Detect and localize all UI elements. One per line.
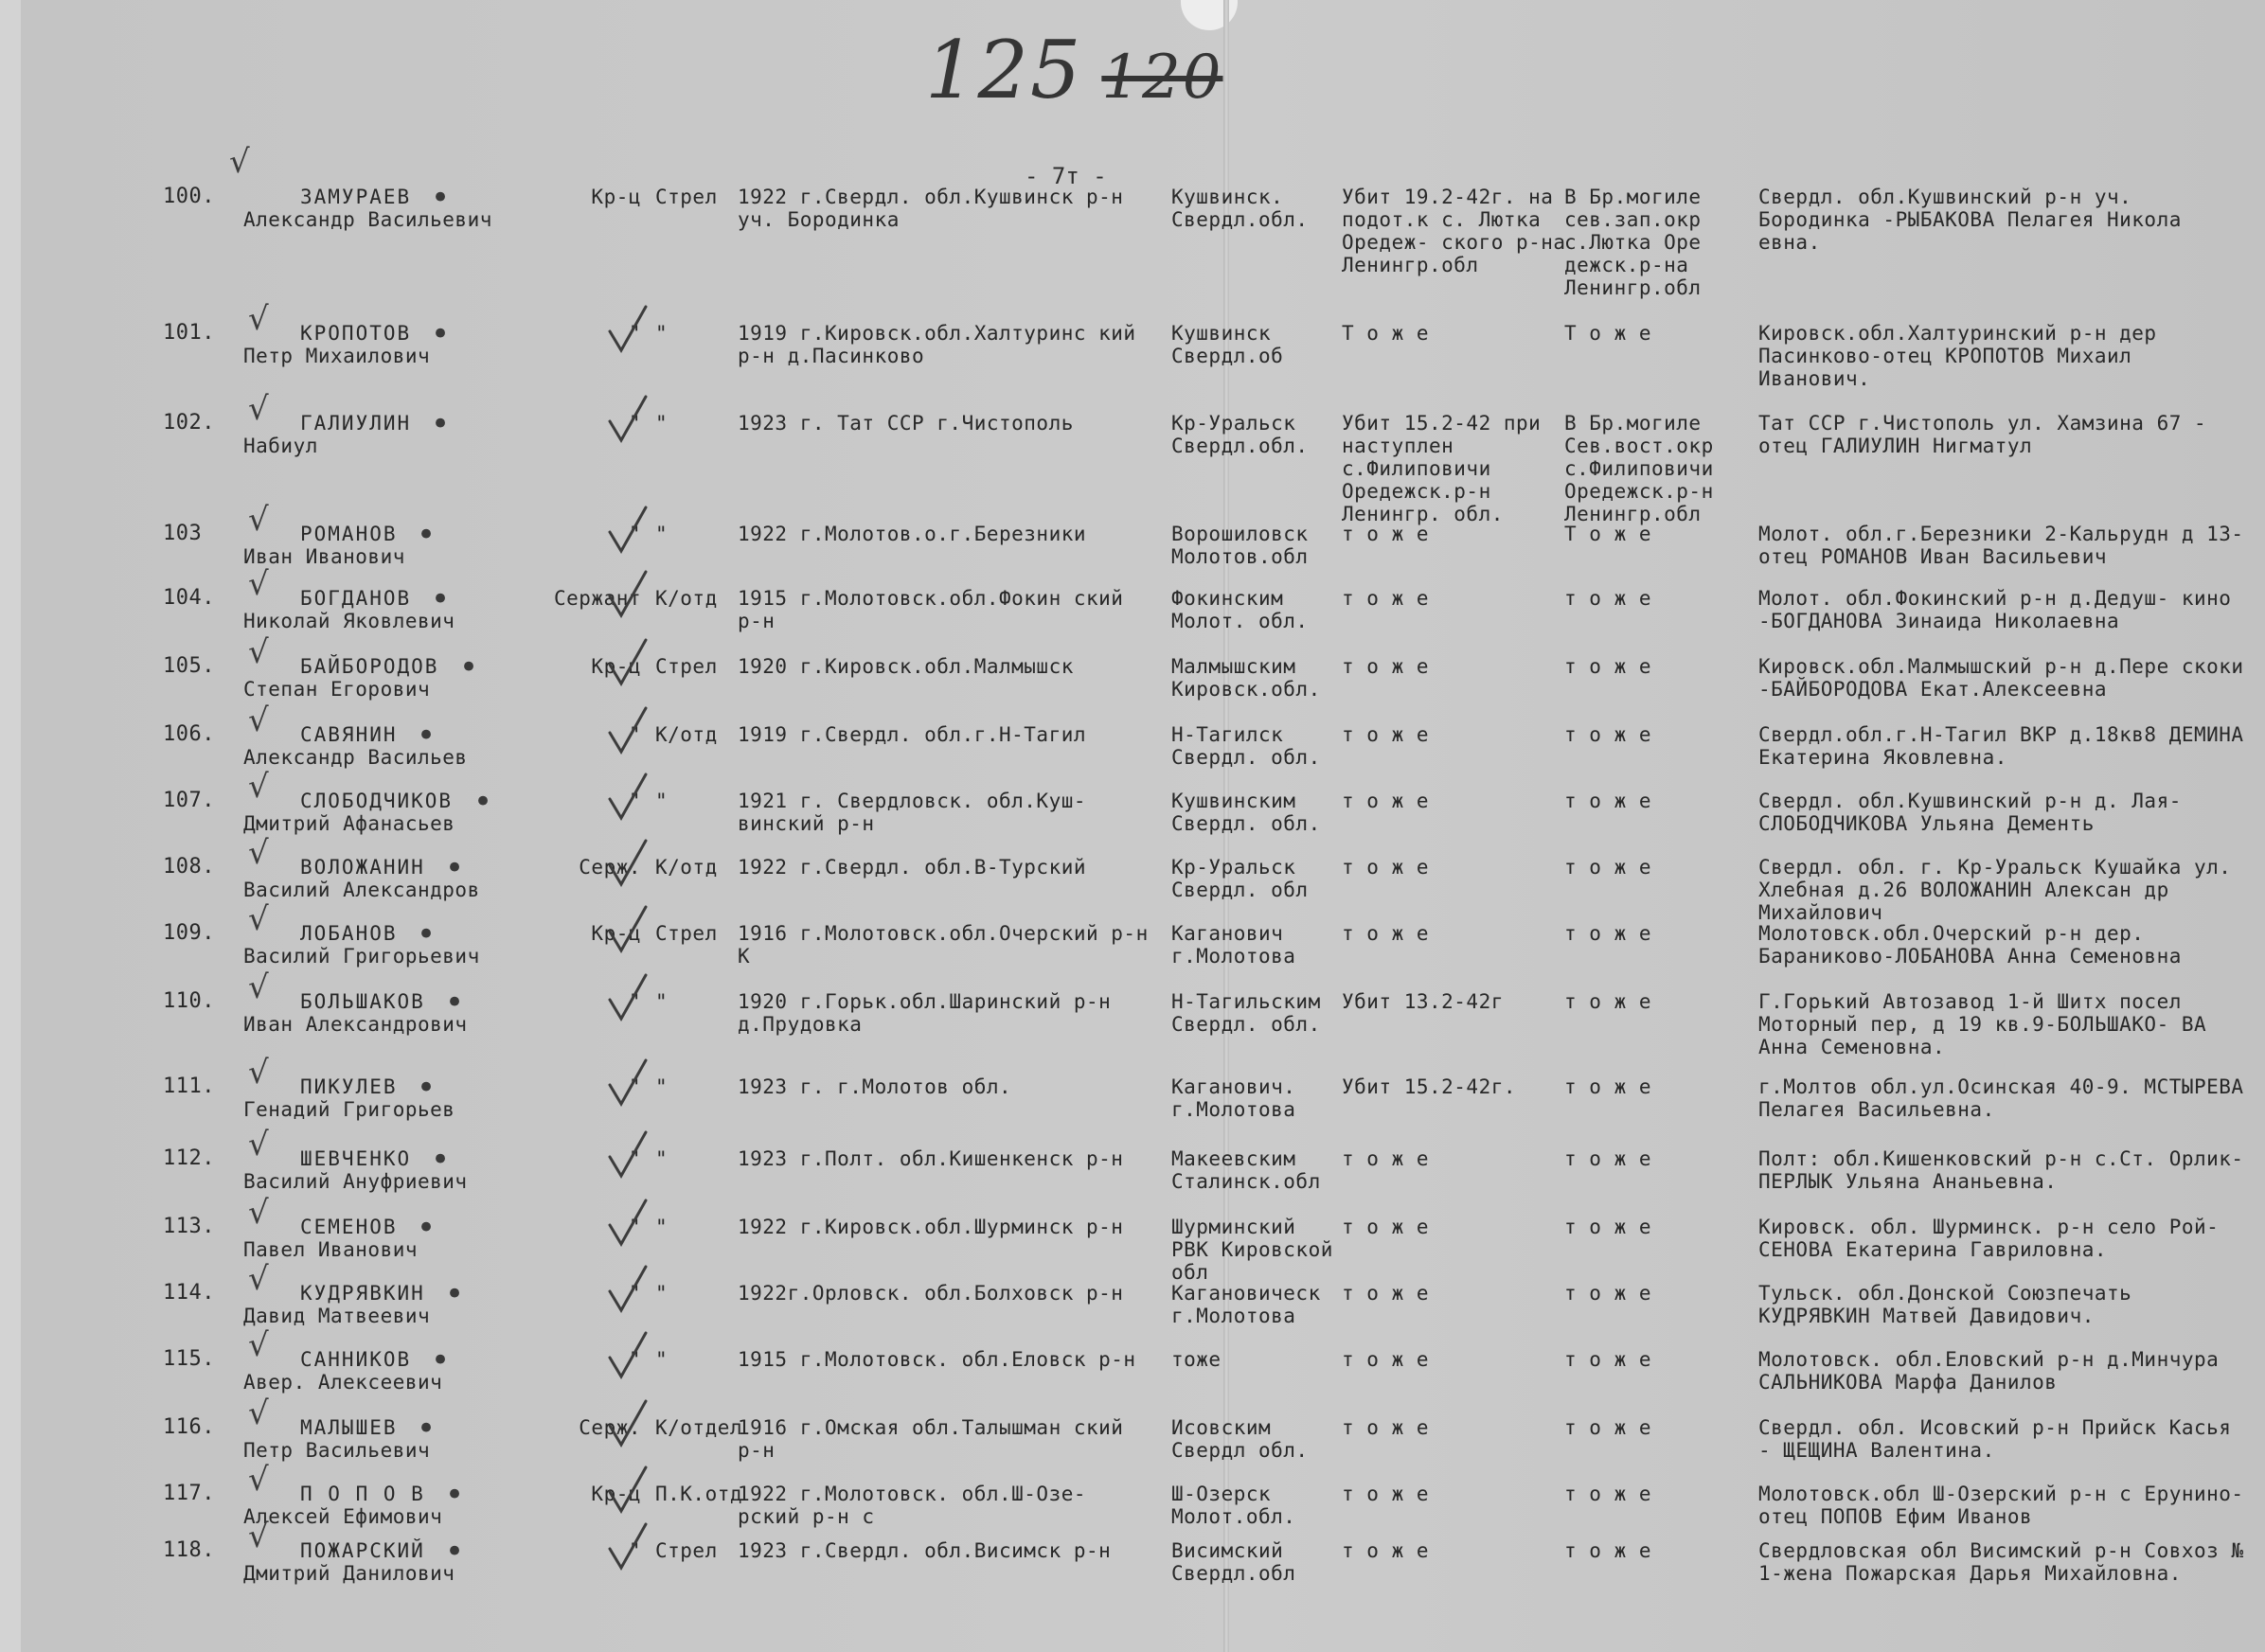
entry-fate: т о ж е xyxy=(1342,655,1430,678)
entry-fate: т о ж е xyxy=(1342,790,1430,812)
entry-post: К/отд xyxy=(655,856,718,879)
entry-rank: " xyxy=(628,1147,641,1170)
check-mark: √ xyxy=(248,1054,269,1092)
entry-surname: ВОЛОЖАНИН xyxy=(300,856,425,879)
entry-fate: т о ж е xyxy=(1342,922,1430,945)
entry-burial: т о ж е xyxy=(1564,856,1652,879)
entry-given: Иван Иванович xyxy=(243,545,405,568)
bullet-mark: • xyxy=(431,315,451,353)
entry-post: К/отдел xyxy=(655,1416,743,1439)
entry-rvk: Шурминский РВК Кировской обл xyxy=(1171,1216,1333,1284)
entry-birth: 1922 г.Молотовск. обл.Ш-Озе- рский р-н с xyxy=(738,1483,1087,1528)
entry-relative: Молотовск.обл.Очерский р-н дер. Бараниково-ЛОБАНОВА Анна Семеновна xyxy=(1758,922,2182,968)
entry-birth: 1916 г.Омская обл.Талышман ский р-н xyxy=(738,1416,1124,1462)
entry-fate: т о ж е xyxy=(1342,1282,1430,1305)
entry-birth: 1923 г. Тат ССР г.Чистополь xyxy=(738,412,1074,435)
entry-fate: т о ж е xyxy=(1342,856,1430,879)
entry-given: Василий Григорьевич xyxy=(243,945,480,968)
bullet-mark: • xyxy=(459,648,479,686)
bullet-mark: • xyxy=(417,717,437,755)
entry-burial: В Бр.могиле Сев.вост.окр с.Филиповичи Оредежск.р-н Ленингр.обл xyxy=(1564,412,1714,525)
entry-rvk: Н-Тагильским Свердл. обл. xyxy=(1171,990,1321,1036)
entry-birth: 1922 г.Свердл. обл.Кушвинск р-н уч. Бородинка xyxy=(738,186,1124,231)
entry-burial: т о ж е xyxy=(1564,1282,1652,1305)
bullet-mark: • xyxy=(473,783,493,821)
entry-surname: РОМАНОВ xyxy=(300,523,398,545)
entry-post: " xyxy=(655,1282,669,1305)
entry-birth: 1923 г.Полт. обл.Кишенкенск р-н xyxy=(738,1147,1124,1170)
check-mark: √ xyxy=(248,1260,269,1298)
entry-relative: Свердл.обл.г.Н-Тагил ВКР д.18кв8 ДЕМИНА Екатерина Яковлевна. xyxy=(1758,723,2244,769)
entry-rvk: Малмышским Кировск.обл. xyxy=(1171,655,1321,701)
entry-burial: т о ж е xyxy=(1564,587,1652,610)
entry-given: Иван Александрович xyxy=(243,1013,468,1036)
entry-fate: Убит 13.2-42г xyxy=(1342,990,1504,1013)
entry-relative: Тульск. обл.Донской Союзпечать КУДРЯВКИН Матвей Давидович. xyxy=(1758,1282,2132,1327)
entry-post: Стрел xyxy=(655,186,718,208)
entry-rvk: Кр-Уральск Свердл. обл xyxy=(1171,856,1309,901)
entry-surname: ГАЛИУЛИН xyxy=(300,412,412,435)
entry-num: 107. xyxy=(163,789,215,812)
entry-rank: Серж. xyxy=(579,1416,641,1439)
entry-num: 103 xyxy=(163,522,203,545)
entry-given: Генадий Григорьев xyxy=(243,1098,455,1121)
entry-relative: Полт: обл.Кишенковский р-н с.Ст. Орлик- ПЕРЛЫК Ульяна Ананьевна. xyxy=(1758,1147,2244,1193)
entry-relative: Кировск.обл.Малмышский р-н д.Пере скоки -БАЙБОРОДОВА Екат.Алексеевна xyxy=(1758,655,2244,701)
entry-rank: Кр-ц xyxy=(591,655,641,678)
entry-given: Алексей Ефимович xyxy=(243,1505,443,1528)
bullet-mark: • xyxy=(417,915,437,953)
entry-relative: г.Молтов обл.ул.Осинская 40-9. МСТЫРЕВА Пелагея Васильевна. xyxy=(1758,1075,2244,1121)
entry-rank: " xyxy=(628,412,641,435)
entry-relative: Кировск. обл. Шурминск. р-н село Рой- СЕНОВА Екатерина Гавриловна. xyxy=(1758,1216,2220,1261)
entry-num: 117. xyxy=(163,1482,215,1505)
entry-num: 108. xyxy=(163,855,215,879)
entry-num: 106. xyxy=(163,722,215,746)
entry-given: Петр Васильевич xyxy=(243,1439,431,1462)
check-mark: √ xyxy=(248,1394,269,1432)
bullet-mark: • xyxy=(431,405,451,443)
entry-rvk: Кушвинским Свердл. обл. xyxy=(1171,790,1321,835)
entry-post: " xyxy=(655,1216,669,1238)
entry-relative: Кировск.обл.Халтуринский р-н дер Пасинково-отец КРОПОТОВ Михаил Иванович. xyxy=(1758,322,2157,390)
check-mark: √ xyxy=(248,1461,269,1499)
entry-birth: 1915 г.Молотовск. обл.Еловск р-н xyxy=(738,1348,1136,1371)
entry-burial: Т о ж е xyxy=(1564,322,1652,345)
entry-rvk: Ш-Озерск Молот.обл. xyxy=(1171,1483,1296,1528)
entry-rank: Сержант xyxy=(553,587,641,610)
entry-post: " xyxy=(655,990,669,1013)
entry-fate: т о ж е xyxy=(1342,1483,1430,1505)
entry-burial: т о ж е xyxy=(1564,1147,1652,1170)
entry-post: " xyxy=(655,1348,669,1371)
entry-given: Давид Матвеевич xyxy=(243,1305,431,1327)
archival-document-page xyxy=(21,0,2265,1652)
entry-rank: " xyxy=(628,1348,641,1371)
entry-burial: т о ж е xyxy=(1564,1216,1652,1238)
entry-surname: ПИКУЛЕВ xyxy=(300,1075,398,1098)
entry-post: К/отд xyxy=(655,723,718,746)
entry-post: " xyxy=(655,523,669,545)
entry-rvk: Кушвинск Свердл.об xyxy=(1171,322,1284,367)
entry-post: " xyxy=(655,1147,669,1170)
check-mark: √ xyxy=(248,300,269,338)
entry-birth: 1915 г.Молотовск.обл.Фокин ский р-н xyxy=(738,587,1124,632)
entry-post: П.К.отд xyxy=(655,1483,743,1505)
entry-rvk: Н-Тагилск Свердл. обл. xyxy=(1171,723,1321,769)
archive-number: 125 xyxy=(925,24,1083,116)
entry-given: Дмитрий Афанасьев xyxy=(243,812,455,835)
check-mark: √ xyxy=(248,1518,269,1555)
check-mark: √ xyxy=(248,1126,269,1164)
entry-surname: СЕМЕНОВ xyxy=(300,1216,398,1238)
entry-given: Авер. Алексеевич xyxy=(243,1371,443,1394)
entry-burial: т о ж е xyxy=(1564,723,1652,746)
entry-burial: т о ж е xyxy=(1564,1075,1652,1098)
entry-fate: Убит 15.2-42г. xyxy=(1342,1075,1517,1098)
entry-num: 118. xyxy=(163,1538,215,1562)
entry-rvk: Ворошиловск Молотов.обл xyxy=(1171,523,1309,568)
entry-burial: т о ж е xyxy=(1564,1539,1652,1562)
entry-burial: В Бр.могиле сев.зап.окр с.Лютка Оре дежск.р-на Ленингр.обл xyxy=(1564,186,1702,299)
entry-post: Стрел xyxy=(655,655,718,678)
bullet-mark: • xyxy=(431,580,451,618)
check-mark: √ xyxy=(248,702,269,739)
entry-rvk: Висимский Свердл.обл xyxy=(1171,1539,1296,1585)
entry-rank: Кр-ц xyxy=(591,1483,641,1505)
entry-rank: Кр-ц xyxy=(591,186,641,208)
entry-rank: " xyxy=(628,990,641,1013)
entry-fate: т о ж е xyxy=(1342,523,1430,545)
page-number: - 7т - xyxy=(1025,163,1107,189)
entry-surname: КРОПОТОВ xyxy=(300,322,412,345)
entry-given: Степан Егорович xyxy=(243,678,431,701)
entry-relative: Молотовск. обл.Еловский р-н д.Минчура САЛЬНИКОВА Марфа Данилов xyxy=(1758,1348,2220,1394)
entry-fate: т о ж е xyxy=(1342,1539,1430,1562)
entry-fate: т о ж е xyxy=(1342,1216,1430,1238)
entry-birth: 1916 г.Молотовск.обл.Очерский р-н К xyxy=(738,922,1149,968)
entry-num: 100. xyxy=(163,185,215,208)
entry-given: Александр Васильев xyxy=(243,746,468,769)
entry-num: 112. xyxy=(163,1146,215,1170)
entry-given: Василий Александров xyxy=(243,879,480,901)
entry-num: 110. xyxy=(163,989,215,1013)
bullet-mark: • xyxy=(431,1141,451,1179)
entry-post: " xyxy=(655,1075,669,1098)
entry-relative: Свердл. обл.Кушвинский р-н д. Лая- СЛОБОДЧИКОВА Ульяна Дементь xyxy=(1758,790,2182,835)
entry-rank: " xyxy=(628,1216,641,1238)
entry-birth: 1920 г.Горьк.обл.Шаринский р-н д.Прудовка xyxy=(738,990,1112,1036)
entry-surname: БОЛЬШАКОВ xyxy=(300,990,425,1013)
entry-rank: Кр-ц xyxy=(591,922,641,945)
entry-relative: Г.Горький Автозавод 1-й Шитх посел Моторный пер, д 19 кв.9-БОЛЬШАКО- ВА Анна Семеновна. xyxy=(1758,990,2207,1058)
entry-num: 111. xyxy=(163,1075,215,1098)
check-mark: √ xyxy=(248,565,269,603)
entry-fate: т о ж е xyxy=(1342,1147,1430,1170)
entry-given: Дмитрий Данилович xyxy=(243,1562,455,1585)
scan-left-margin xyxy=(0,0,23,1652)
entry-num: 102. xyxy=(163,411,215,435)
check-mark: √ xyxy=(248,968,269,1006)
check-mark: √ xyxy=(248,900,269,938)
entry-surname: САННИКОВ xyxy=(300,1348,412,1371)
entry-surname: СЛОБОДЧИКОВ xyxy=(300,790,454,812)
entry-burial: т о ж е xyxy=(1564,1416,1652,1439)
entry-rank: " xyxy=(628,1539,641,1562)
entry-surname: САВЯНИН xyxy=(300,723,398,746)
entry-num: 109. xyxy=(163,921,215,945)
entry-surname: ЗАМУРАЕВ xyxy=(300,186,412,208)
entry-post: Стрел xyxy=(655,1539,718,1562)
bullet-mark: • xyxy=(445,1533,465,1571)
entry-fate: Убит 19.2-42г. на подот.к с. Лютка Оредеж- ского р-на Ленингр.обл xyxy=(1342,186,1566,276)
entry-relative: Свердловская обл Висимский р-н Совхоз № 1-жена Пожарская Дарья Михайловна. xyxy=(1758,1539,2244,1585)
check-mark: √ xyxy=(229,143,250,181)
entry-given: Николай Яковлевич xyxy=(243,610,455,632)
entry-burial: Т о ж е xyxy=(1564,523,1652,545)
entry-burial: т о ж е xyxy=(1564,922,1652,945)
entry-relative: Молот. обл.г.Березники 2-Кальрудн д 13-отец РОМАНОВ Иван Васильевич xyxy=(1758,523,2244,568)
entry-post: " xyxy=(655,412,669,435)
entry-given: Петр Михаилович xyxy=(243,345,431,367)
entry-burial: т о ж е xyxy=(1564,990,1652,1013)
entry-rank: " xyxy=(628,1282,641,1305)
entry-fate: Т о ж е xyxy=(1342,322,1430,345)
entry-num: 116. xyxy=(163,1415,215,1439)
entry-post: Стрел xyxy=(655,922,718,945)
entry-birth: 1922г.Орловск. обл.Болховск р-н xyxy=(738,1282,1124,1305)
bullet-mark: • xyxy=(431,1341,451,1379)
entry-given: Набиул xyxy=(243,435,318,457)
entry-birth: 1919 г.Кировск.обл.Халтуринс кий р-н д.Пасинково xyxy=(738,322,1136,367)
entry-relative: Тат ССР г.Чистополь ул. Хамзина 67 - отец ГАЛИУЛИН Нигматул xyxy=(1758,412,2207,457)
entry-given: Василий Ануфриевич xyxy=(243,1170,468,1193)
bullet-mark: • xyxy=(417,1209,437,1247)
entry-rank: " xyxy=(628,790,641,812)
entry-rvk: Исовским Свердл обл. xyxy=(1171,1416,1309,1462)
entry-surname: ШЕВЧЕНКО xyxy=(300,1147,412,1170)
bullet-mark: • xyxy=(445,1275,465,1313)
entry-num: 105. xyxy=(163,654,215,678)
entry-rank: " xyxy=(628,1075,641,1098)
entry-relative: Свердл. обл. Исовский р-н Прийск Касья - ЩЕЩИНА Валентина. xyxy=(1758,1416,2232,1462)
entry-surname: ПОЖАРСКИЙ xyxy=(300,1539,425,1562)
archive-number-struck: 120 xyxy=(1101,43,1223,113)
entry-post: " xyxy=(655,322,669,345)
entry-relative: Свердл. обл.Кушвинский р-н уч. Бородинка -РЫБАКОВА Пелагея Никола евна. xyxy=(1758,186,2182,254)
handwritten-archive-number xyxy=(925,24,1228,128)
entry-num: 114. xyxy=(163,1281,215,1305)
entry-fate: т о ж е xyxy=(1342,1348,1430,1371)
entry-birth: 1922 г.Свердл. обл.В-Турский xyxy=(738,856,1087,879)
entry-relative: Молотовск.обл Ш-Озерский р-н с Ерунино-отец ПОПОВ Ефим Иванов xyxy=(1758,1483,2244,1528)
entry-rvk: Каганович. г.Молотова xyxy=(1171,1075,1296,1121)
entry-given: Александр Васильевич xyxy=(243,208,492,231)
bullet-mark: • xyxy=(445,984,465,1021)
entry-burial: т о ж е xyxy=(1564,1483,1652,1505)
bullet-mark: • xyxy=(417,1069,437,1107)
entry-num: 104. xyxy=(163,586,215,610)
entry-post: " xyxy=(655,790,669,812)
bullet-mark: • xyxy=(445,1476,465,1514)
entry-burial: т о ж е xyxy=(1564,790,1652,812)
entry-fate: Убит 15.2-42 при наступлен с.Филиповичи Оредежск.р-н Ленингр. обл. xyxy=(1342,412,1542,525)
entry-surname: П О П О В xyxy=(300,1483,425,1505)
entry-birth: 1921 г. Свердловск. обл.Куш- винский р-н xyxy=(738,790,1087,835)
entry-rank: " xyxy=(628,723,641,746)
entry-surname: БОГДАНОВ xyxy=(300,587,412,610)
entry-rank: Серж. xyxy=(579,856,641,879)
entry-post: К/отд xyxy=(655,587,718,610)
entry-rank: " xyxy=(628,322,641,345)
entry-birth: 1922 г.Молотов.о.г.Березники xyxy=(738,523,1087,545)
bullet-mark: • xyxy=(417,516,437,554)
entry-surname: БАЙБОРОДОВ xyxy=(300,655,439,678)
entry-fate: т о ж е xyxy=(1342,587,1430,610)
entry-rvk: Кагановическ г.Молотова xyxy=(1171,1282,1321,1327)
entry-fate: т о ж е xyxy=(1342,1416,1430,1439)
entry-surname: КУДРЯВКИН xyxy=(300,1282,425,1305)
check-mark: √ xyxy=(248,633,269,671)
entry-rvk: Кр-Уральск Свердл.обл. xyxy=(1171,412,1309,457)
entry-given: Павел Иванович xyxy=(243,1238,419,1261)
entry-burial: т о ж е xyxy=(1564,1348,1652,1371)
entry-rvk: Кушвинск. Свердл.обл. xyxy=(1171,186,1309,231)
entry-surname: ЛОБАНОВ xyxy=(300,922,398,945)
entry-rank: " xyxy=(628,523,641,545)
entry-burial: т о ж е xyxy=(1564,655,1652,678)
check-mark: √ xyxy=(248,1326,269,1364)
bullet-mark: • xyxy=(431,179,451,217)
entry-birth: 1923 г. г.Молотов обл. xyxy=(738,1075,1012,1098)
entry-rvk: Фокинским Молот. обл. xyxy=(1171,587,1309,632)
check-mark: √ xyxy=(248,834,269,872)
entry-relative: Молот. обл.Фокинский р-н д.Дедуш- кино -БОГДАНОВА Зинаида Николаевна xyxy=(1758,587,2232,632)
check-mark: √ xyxy=(248,501,269,539)
entry-birth: 1922 г.Кировск.обл.Шурминск р-н xyxy=(738,1216,1124,1238)
entry-relative: Свердл. обл. г. Кр-Уральск Кушайка ул. Хлебная д.26 ВОЛОЖАНИН Алексан др Михайлович xyxy=(1758,856,2232,924)
entry-fate: т о ж е xyxy=(1342,723,1430,746)
entry-num: 101. xyxy=(163,321,215,345)
entry-birth: 1920 г.Кировск.обл.Малмышск xyxy=(738,655,1074,678)
bullet-mark: • xyxy=(417,1410,437,1448)
entry-birth: 1919 г.Свердл. обл.г.Н-Тагил xyxy=(738,723,1087,746)
entry-num: 113. xyxy=(163,1215,215,1238)
entry-surname: МАЛЫШЕВ xyxy=(300,1416,398,1439)
entry-rvk: Каганович г.Молотова xyxy=(1171,922,1296,968)
check-mark: √ xyxy=(248,390,269,428)
bullet-mark: • xyxy=(445,849,465,887)
entry-num: 115. xyxy=(163,1347,215,1371)
entry-birth: 1923 г.Свердл. обл.Висимск р-н xyxy=(738,1539,1112,1562)
entry-rvk: тоже xyxy=(1171,1348,1222,1371)
entry-rvk: Макеевским Сталинск.обл xyxy=(1171,1147,1321,1193)
check-mark: √ xyxy=(248,1194,269,1232)
check-mark: √ xyxy=(248,768,269,806)
